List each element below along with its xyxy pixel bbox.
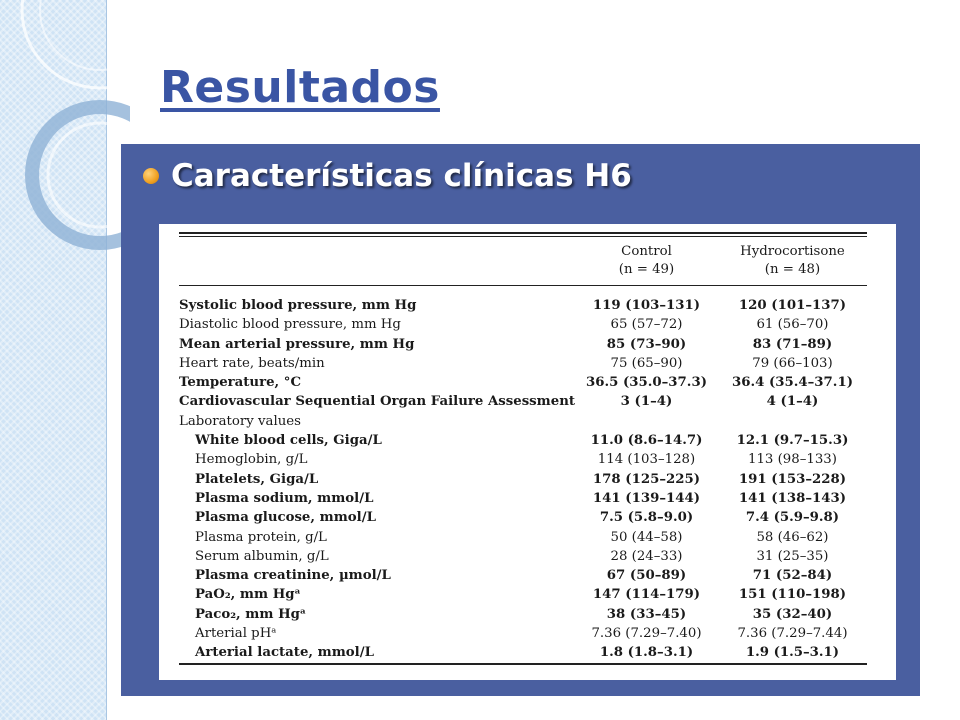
page-title: Resultados (160, 62, 440, 113)
header-hydro-n: (n = 48) (764, 262, 821, 277)
row-control-value: 7.5 (5.8–9.0) (599, 510, 694, 526)
row-control-value: 119 (103–131) (592, 298, 701, 313)
row-label: Serum albumin, g/L (195, 548, 329, 564)
row-control-value: 28 (24–33) (610, 548, 683, 564)
table-row (179, 489, 867, 508)
table-row (179, 643, 867, 663)
table-image (159, 224, 896, 680)
table-row (179, 354, 867, 373)
table-row (179, 450, 867, 469)
header-hydrocortisone (718, 237, 867, 286)
bullet-dot-icon (143, 168, 159, 184)
table-row (179, 412, 867, 431)
clinical-characteristics-table (179, 232, 867, 665)
row-control-value: 147 (114–179) (592, 587, 701, 603)
row-label: Plasma protein, g/L (195, 529, 327, 545)
row-control-value: 7.36 (7.29–7.40) (591, 626, 702, 642)
table-row (179, 431, 867, 450)
row-label: Cardiovascular Sequential Organ Failure Assessment (179, 394, 576, 410)
row-hydrocortisone-value: 7.4 (5.9–9.8) (745, 510, 840, 526)
table-header (179, 237, 867, 286)
row-label: White blood cells, Giga/L (195, 433, 382, 449)
bullet-text: Características clínicas H6 (171, 158, 632, 194)
table-row (179, 585, 867, 604)
row-label: Systolic blood pressure, mm Hg (179, 298, 417, 313)
table-row (179, 508, 867, 527)
row-label: Laboratory values (179, 413, 301, 429)
table-row (179, 605, 867, 624)
row-hydrocortisone-value: 71 (52–84) (752, 568, 833, 584)
row-control-value: 67 (50–89) (606, 568, 687, 584)
table-row (179, 373, 867, 392)
header-control (575, 237, 718, 286)
table-row (179, 624, 867, 643)
row-label: Paco₂, mm Hgᵃ (195, 606, 307, 622)
table-row (179, 566, 867, 585)
row-hydrocortisone-value (718, 412, 867, 431)
decorative-rings (0, 0, 130, 300)
row-control-value: 36.5 (35.0–37.3) (585, 375, 707, 391)
row-control-value: 75 (65–90) (610, 355, 683, 371)
row-label: Diastolic blood pressure, mm Hg (179, 317, 401, 333)
row-hydrocortisone-value: 191 (153–228) (738, 471, 847, 487)
row-hydrocortisone-value: 31 (25–35) (756, 548, 829, 564)
row-control-value (575, 412, 718, 431)
row-hydrocortisone-value: 4 (1–4) (766, 394, 819, 410)
row-control-value: 141 (139–144) (592, 490, 701, 506)
row-hydrocortisone-value: 151 (110–198) (738, 587, 847, 603)
bullet-item (143, 158, 632, 194)
row-hydrocortisone-value: 12.1 (9.7–15.3) (736, 433, 849, 449)
row-label: Arterial lactate, mmol/L (179, 643, 575, 663)
row-control-value: 65 (57–72) (610, 317, 683, 333)
row-label: PaO₂, mm Hgᵃ (195, 587, 301, 603)
table-row (179, 335, 867, 354)
row-label: Arterial pHᵃ (195, 626, 277, 642)
row-label: Platelets, Giga/L (195, 471, 319, 487)
row-hydrocortisone-value: 36.4 (35.4–37.1) (731, 375, 853, 391)
row-control-value: 11.0 (8.6–14.7) (590, 433, 703, 449)
row-label: Plasma glucose, mmol/L (195, 510, 376, 526)
row-hydrocortisone-value: 79 (66–103) (752, 355, 833, 371)
row-label: Heart rate, beats/min (179, 355, 325, 371)
row-hydrocortisone-value: 83 (71–89) (752, 336, 833, 352)
row-hydrocortisone-value: 61 (56–70) (756, 317, 829, 333)
row-hydrocortisone-value: 7.36 (7.29–7.44) (737, 626, 848, 642)
table-row (179, 392, 867, 411)
header-control-name: Control (621, 244, 672, 259)
table-body (179, 286, 867, 664)
table-row (179, 286, 867, 316)
row-control-value: 1.8 (1.8–3.1) (575, 643, 718, 663)
row-control-value: 50 (44–58) (610, 529, 683, 545)
row-control-value: 3 (1–4) (620, 394, 673, 410)
row-label: Plasma creatinine, µmol/L (195, 568, 391, 584)
row-label: Hemoglobin, g/L (195, 452, 308, 468)
table-row (179, 547, 867, 566)
row-hydrocortisone-value: 1.9 (1.5–3.1) (718, 643, 867, 663)
row-control-value: 85 (73–90) (606, 336, 687, 352)
content-panel (121, 144, 920, 696)
row-label: Temperature, °C (179, 375, 302, 391)
row-control-value: 178 (125–225) (592, 471, 701, 487)
row-hydrocortisone-value: 141 (138–143) (738, 490, 847, 506)
row-label: Plasma sodium, mmol/L (195, 490, 374, 506)
header-control-n: (n = 49) (618, 262, 675, 277)
row-hydrocortisone-value: 35 (32–40) (752, 606, 833, 622)
header-hydro-name: Hydrocortisone (740, 244, 845, 259)
row-control-value: 114 (103–128) (597, 452, 696, 468)
header-label-cell (179, 237, 575, 286)
table-row (179, 315, 867, 334)
row-hydrocortisone-value: 58 (46–62) (756, 529, 829, 545)
table-row (179, 528, 867, 547)
table-row (179, 470, 867, 489)
row-hydrocortisone-value: 120 (101–137) (738, 298, 847, 313)
row-label: Mean arterial pressure, mm Hg (179, 336, 415, 352)
row-hydrocortisone-value: 113 (98–133) (748, 452, 837, 468)
row-control-value: 38 (33–45) (606, 606, 687, 622)
